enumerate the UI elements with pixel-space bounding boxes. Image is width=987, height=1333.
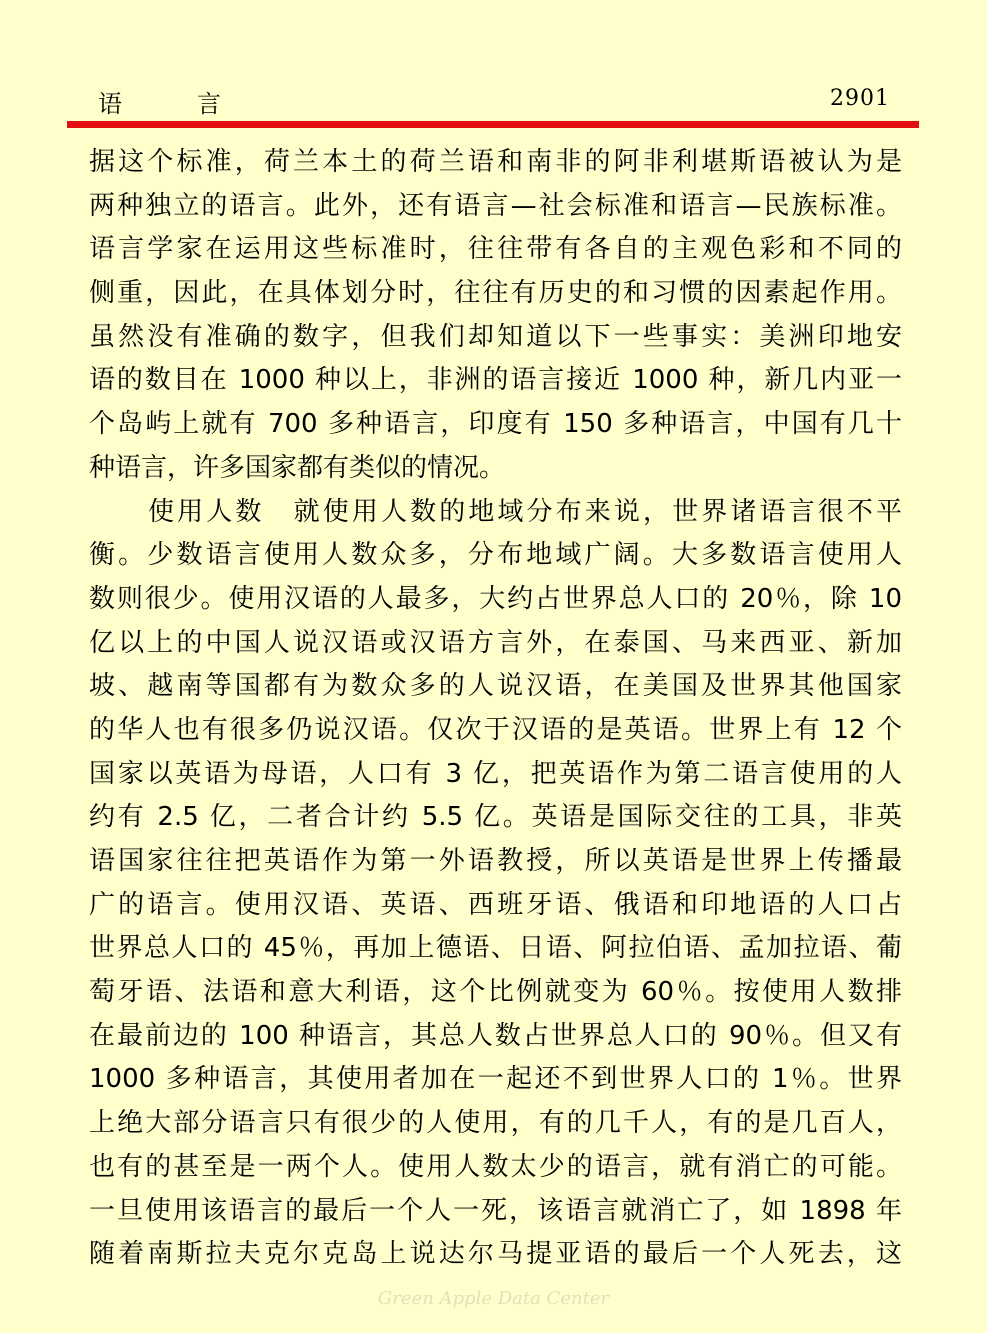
text-line: 语国家往往把英语作为第一外语教授，所以英语是世界上传播最: [89, 846, 902, 876]
watermark: Green Apple Data Center: [377, 1288, 610, 1309]
text-line: 约有 2.5 亿，二者合计约 5.5 亿。英语是国际交往的工具，非英: [89, 802, 902, 833]
text-line: 世界总人口的 45％，再加上德语、日语、阿拉伯语、孟加拉语、葡: [89, 933, 902, 964]
text-line: 据这个标准，荷兰本土的荷兰语和南非的阿非利堪斯语被认为是: [89, 147, 902, 177]
text-line: 1000 多种语言，其使用者加在一起还不到世界人口的 1％。世界: [89, 1064, 902, 1095]
text-line: 数则很少。使用汉语的人最多，大约占世界总人口的 20％，除 10: [89, 583, 902, 614]
text-line: 种语言，许多国家都有类似的情况。: [89, 452, 506, 483]
text-line: 广的语言。使用汉语、英语、西班牙语、俄语和印地语的人口占: [89, 889, 902, 920]
text-line: 语言学家在运用这些标准时，往往带有各自的主观色彩和不同的: [89, 234, 902, 265]
text-line: 也有的甚至是一两个人。使用人数太少的语言，就有消亡的可能。: [89, 1151, 902, 1182]
text-line: 两种独立的语言。此外，还有语言—社会标准和语言—民族标准。: [89, 190, 902, 221]
page-number: 2901: [830, 86, 890, 111]
text-line: 虽然没有准确的数字，但我们却知道以下一些事实：美洲印地安: [89, 321, 902, 352]
text-line: 随着南斯拉夫克尔克岛上说达尔马提亚语的最后一个人死去，这: [89, 1239, 902, 1270]
text-line: 坡、越南等国都有为数众多的人说汉语，在美国及世界其他国家: [89, 671, 902, 702]
running-header: [90, 84, 890, 118]
text-line: 亿以上的中国人说汉语或汉语方言外，在泰国、马来西亚、新加: [89, 627, 902, 658]
text-line: 在最前边的 100 种语言，其总人数占世界总人口的 90％。但又有: [89, 1020, 902, 1051]
text-line: 语的数目在 1000 种以上，非洲的语言接近 1000 种，新几内亚一: [89, 365, 902, 396]
body-text: [89, 141, 902, 1277]
text-line: 国家以英语为母语，人口有 3 亿，把英语作为第二语言使用的人: [89, 758, 902, 789]
section-title-char-2: 言: [197, 90, 221, 118]
text-line: 上绝大部分语言只有很少的人使用，有的几千人，有的是几百人，: [89, 1108, 902, 1139]
text-line: 个岛屿上就有 700 多种语言，印度有 150 多种语言，中国有几十: [89, 409, 902, 440]
section-heading-line: 使用人数 就使用人数的地域分布来说，世界诸语言很不平: [148, 496, 902, 527]
header-rule: [67, 121, 919, 128]
section-title-char-1: 语: [98, 90, 122, 118]
text-line: 一旦使用该语言的最后一个人一死，该语言就消亡了，如 1898 年: [89, 1195, 902, 1226]
text-line: 的华人也有很多仍说汉语。仅次于汉语的是英语。世界上有 12 个: [89, 714, 902, 745]
text-line: 萄牙语、法语和意大利语，这个比例就变为 60％。按使用人数排: [89, 977, 902, 1008]
text-line: 侧重，因此，在具体划分时，往往有历史的和习惯的因素起作用。: [89, 278, 902, 309]
text-line: 衡。少数语言使用人数众多，分布地域广阔。大多数语言使用人: [89, 540, 902, 571]
